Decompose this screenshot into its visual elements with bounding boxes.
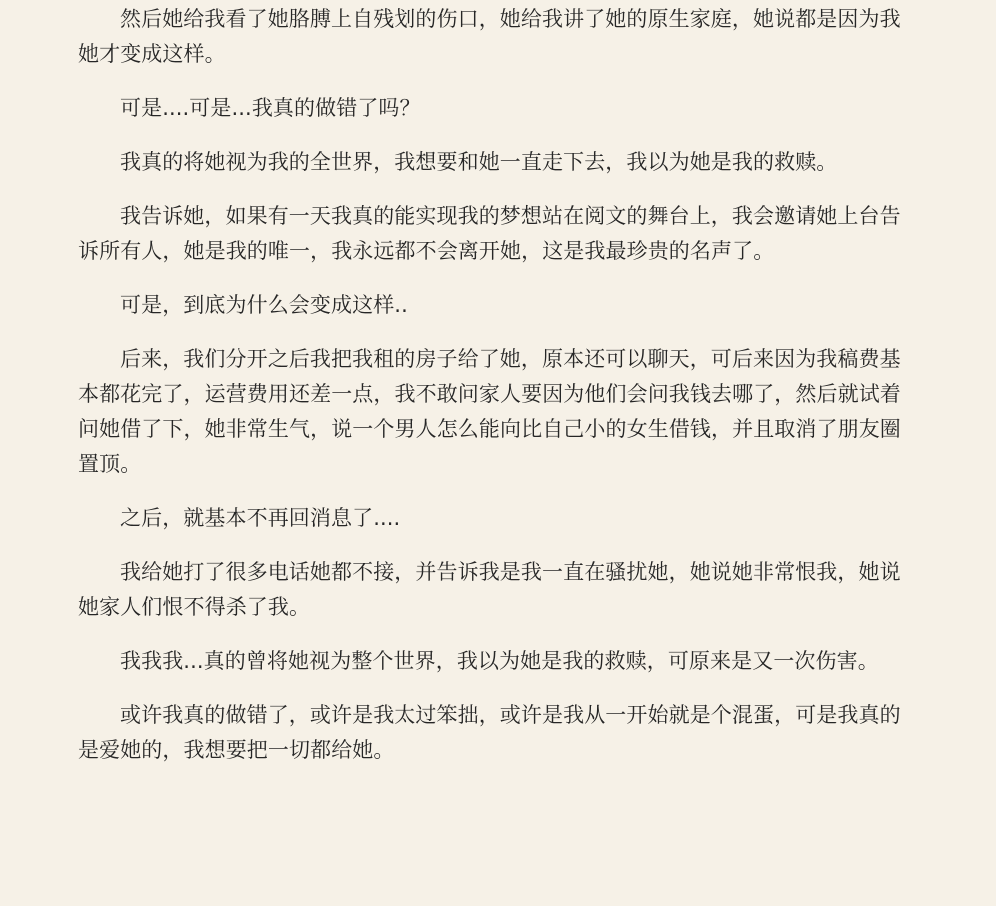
article-paragraph-6: 后来，我们分开之后我把我租的房子给了她，原本还可以聊天，可后来因为我稿费基本都花完了，运营费用还差一点，我不敢问家人要因为他们会问我钱去哪了，然后就试着问她借了下，她非常生气，说一个男人怎么能向比自己小的女生借钱，并且取消了朋友圈置顶。: [78, 347, 901, 476]
article-paragraph-3: 我真的将她视为我的全世界，我想要和她一直走下去，我以为她是我的救赎。: [120, 150, 838, 174]
article-paragraph-10: 或许我真的做错了，或许是我太过笨拙，或许是我从一开始就是个混蛋，可是我真的是爱她的，我想要把一切都给她。: [78, 703, 901, 762]
article-paragraph-5: 可是，到底为什么会变成这样..: [120, 293, 408, 317]
article-paragraph-4: 我告诉她，如果有一天我真的能实现我的梦想站在阅文的舞台上，我会邀请她上台告诉所有人，她是我的唯一，我永远都不会离开她，这是我最珍贵的名声了。: [78, 204, 901, 263]
article-paragraph-2: 可是....可是...我真的做错了吗？: [120, 96, 421, 120]
article-paragraph-1: 然后她给我看了她胳膊上自残划的伤口，她给我讲了她的原生家庭，她说都是因为我她才变成这样。: [78, 7, 901, 66]
article-paragraph-8: 我给她打了很多电话她都不接，并告诉我是我一直在骚扰她，她说她非常恨我，她说她家人们恨不得杀了我。: [78, 560, 901, 619]
article-paragraph-7: 之后，就基本不再回消息了....: [120, 506, 401, 530]
article-paragraph-9: 我我我...真的曾将她视为整个世界，我以为她是我的救赎，可原来是又一次伤害。: [120, 649, 879, 673]
